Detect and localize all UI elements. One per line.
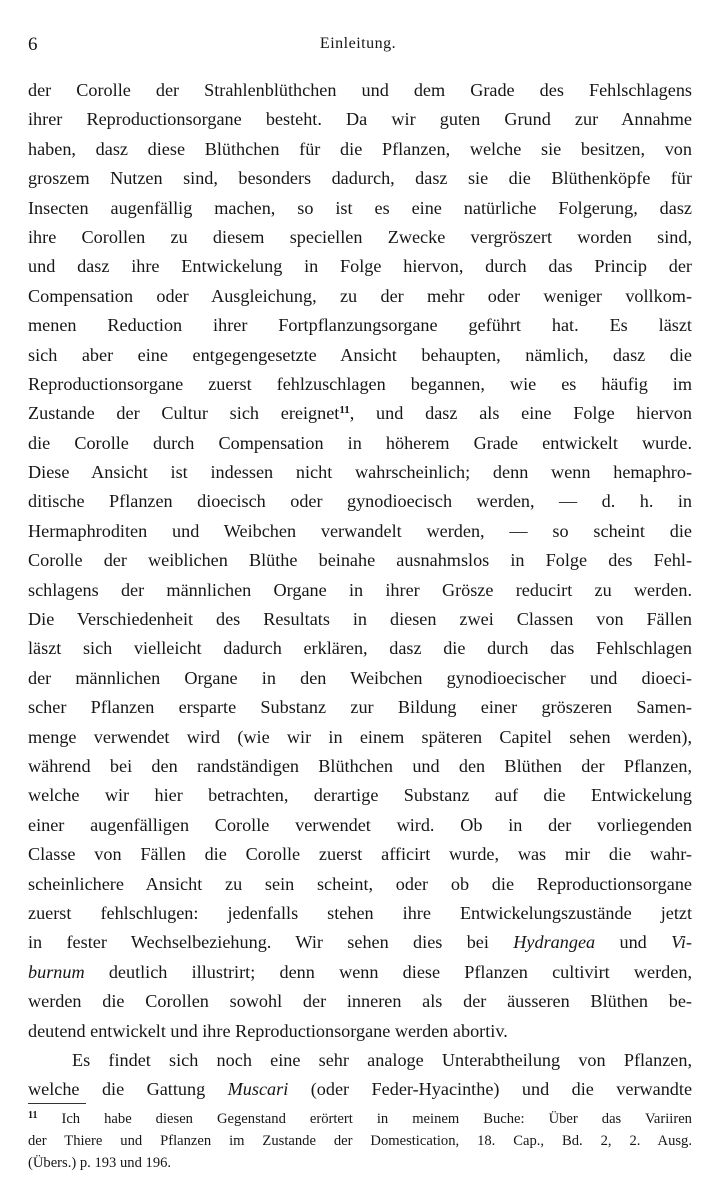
body-text xyxy=(28,76,692,1105)
text-line: schlagens der männlichen Organe in ihrer Grösze reducirt zu werden. xyxy=(28,579,692,600)
italic-term-hydrangea: Hydrangea xyxy=(513,932,596,953)
text-line: scher Pflanzen ersparte Substanz zur Bildung einer gröszeren Samen- xyxy=(28,697,692,718)
text-span: in fester Wechselbeziehung. Wir sehen dies bei xyxy=(28,932,489,953)
text-line: der männlichen Organe in den Weibchen gynodioecischer und dioeci- xyxy=(28,667,692,688)
text-line: der Corolle der Strahlenblüthchen und dem Grade des Fehlschlagens xyxy=(28,80,692,100)
italic-term-muscari: Muscari xyxy=(227,1079,289,1100)
text-line: Reproductionsorgane zuerst fehlzuschlagen begannen, wie es häufig im xyxy=(28,373,692,394)
text-span: welche die Gattung xyxy=(28,1079,206,1100)
text-line: ihre Corollen zu diesem speciellen Zwecke vergröszert worden sind, xyxy=(28,226,692,247)
text-line: haben, dasz diese Blüthchen für die Pflanzen, welche sie besitzen, von xyxy=(28,138,692,159)
text-line: ihrer Reproductionsorgane besteht. Da wir guten Grund zur Annahme xyxy=(28,109,692,130)
text-line: einer augenfälligen Corolle verwendet wird. Ob in der vorliegenden xyxy=(28,814,692,835)
footnote-text: Ich habe diesen Gegenstand erörtert in meinem Buche: Über das Variiren xyxy=(61,1111,692,1127)
text-line: groszem Nutzen sind, besonders dadurch, dasz sie die Blüthenköpfe für xyxy=(28,168,692,189)
text-line: Diese Ansicht ist indessen nicht wahrscheinlich; denn wenn hemaphro- xyxy=(28,462,692,483)
text-line-with-italics xyxy=(28,1075,692,1104)
italic-term-viburnum-end: burnum xyxy=(28,961,85,982)
text-line: menen Reduction ihrer Fortpflanzungsorgane geführt hat. Es läszt xyxy=(28,315,692,336)
italic-term-viburnum-start: Vi- xyxy=(671,932,692,953)
paragraph-last-line: deutend entwickelt und ihre Reproductionsorgane werden abortiv. xyxy=(28,1020,508,1041)
text-line: Corolle der weiblichen Blüthe beinahe ausnahmslos in Folge des Fehl- xyxy=(28,550,692,571)
text-line: scheinlichere Ansicht zu sein scheint, oder ob die Reproductionsorgane xyxy=(28,873,692,894)
text-span: (oder Feder-Hyacinthe) und die verwandte xyxy=(310,1079,693,1100)
text-line: Classe von Fällen die Corolle zuerst afficirt wurde, was mir die wahr- xyxy=(28,844,692,865)
footnote-line xyxy=(28,1108,692,1130)
text-line: menge verwendet wird (wie wir in einem späteren Capitel sehen werden), xyxy=(28,726,692,747)
text-line: Compensation oder Ausgleichung, zu der mehr oder weniger vollkom- xyxy=(28,285,692,306)
text-line-with-italics xyxy=(28,958,692,987)
text-line: Hermaphroditen und Weibchen verwandelt werden, — so scheint die xyxy=(28,520,692,541)
text-span: , und dasz als eine Folge hiervon xyxy=(349,403,692,424)
text-line: während bei den randständigen Blüthchen und den Blüthen der Pflanzen, xyxy=(28,755,692,776)
paragraph-first-line: Es findet sich noch eine sehr analoge Unterabtheilung von Pflanzen, xyxy=(72,1049,692,1070)
text-line: zuerst fehlschlugen: jedenfalls stehen ihre Entwickelungszustände jetzt xyxy=(28,902,692,923)
footnote-reference: 11 xyxy=(339,404,350,417)
text-line: läszt sich vielleicht dadurch erklären, dasz die durch das Fehlschlagen xyxy=(28,638,692,659)
footnotes xyxy=(28,1108,692,1174)
text-line: sich aber eine entgegengesetzte Ansicht behaupten, nämlich, dasz die xyxy=(28,344,692,365)
running-head: Einleitung. xyxy=(319,35,397,52)
text-span: und xyxy=(619,932,647,953)
text-line: Die Verschiedenheit des Resultats in diesen zwei Classen von Fällen xyxy=(28,609,692,630)
text-line: ditische Pflanzen dioecisch oder gynodioecisch werden, — d. h. in xyxy=(28,491,692,512)
text-span: Zustande der Cultur sich ereignet xyxy=(28,403,340,424)
text-line: welche wir hier betrachten, derartige Substanz auf die Entwickelung xyxy=(28,785,692,806)
footnote-divider xyxy=(28,1103,86,1104)
text-line: Insecten augenfällig machen, so ist es eine natürliche Folgerung, dasz xyxy=(28,197,692,218)
text-line: werden die Corollen sowohl der inneren als der äusseren Blüthen be- xyxy=(28,991,692,1012)
text-line: die Corolle durch Compensation in höherem Grade entwickelt wurde. xyxy=(28,432,692,453)
page-number: 6 xyxy=(28,34,38,55)
text-span: deutlich illustrirt; denn wenn diese Pflanzen cultivirt werden, xyxy=(108,961,692,982)
footnote-marker: 11 xyxy=(28,1110,38,1121)
text-line-with-italics xyxy=(28,928,692,957)
footnote-line: der Thiere und Pflanzen im Zustande der Domestication, 18. Cap., Bd. 2, 2. Ausg. xyxy=(28,1133,692,1149)
page-header xyxy=(28,34,688,58)
text-line-with-footnote-ref xyxy=(28,399,692,428)
footnote-line: (Übers.) p. 193 und 196. xyxy=(28,1155,172,1171)
text-line: und dasz ihre Entwickelung in Folge hiervon, durch das Princip der xyxy=(28,256,692,277)
